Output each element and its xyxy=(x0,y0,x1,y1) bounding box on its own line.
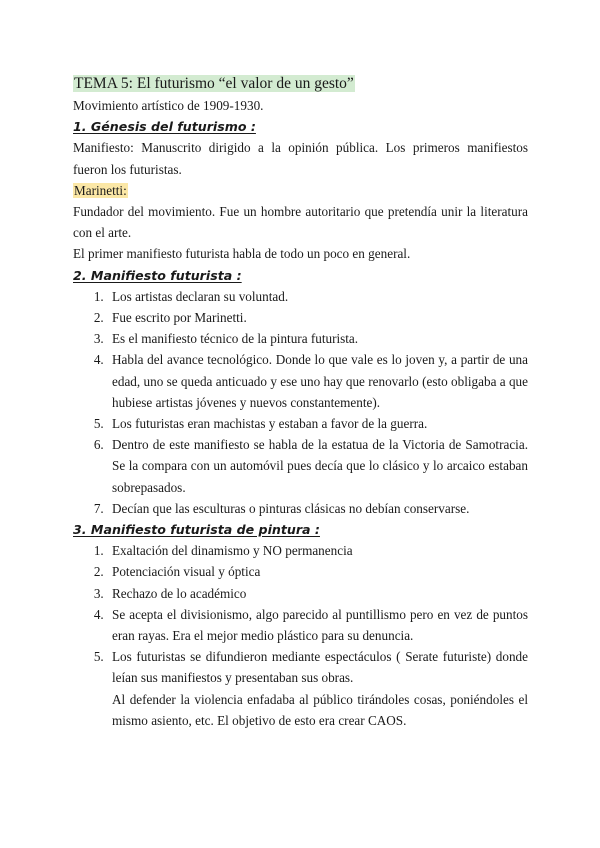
list-item: 3. Rechazo de lo académico xyxy=(107,583,528,604)
list-item: 4. Habla del avance tecnológico. Donde lo que vale es lo joven y, a partir de una edad, uno se queda anticuado y ese uno hay que renovarlo (esto obligaba a que hubiese artistas jóvenes y nuevos constantemente). xyxy=(107,349,528,413)
list-item xyxy=(107,646,528,731)
list-item: 3. Es el manifiesto técnico de la pintura futurista. xyxy=(107,328,528,349)
paragraph-manifiesto: Manifiesto: Manuscrito dirigido a la opinión pública. Los primeros manifiestos fueron los futuristas. xyxy=(73,140,528,177)
title-text: TEMA 5: El futurismo “el valor de un gesto” xyxy=(74,75,354,92)
list-item: 4. Se acepta el divisionismo, algo parecido al puntillismo pero en vez de puntos eran rayas. Era el mejor medio plástico para su denuncia. xyxy=(107,604,528,646)
marinetti-label xyxy=(73,180,528,201)
list-item: 2. Potenciación visual y óptica xyxy=(107,561,528,582)
list-item: 5. Los futuristas eran machistas y estaban a favor de la guerra. xyxy=(107,413,528,434)
paragraph-fundador: Fundador del movimiento. Fue un hombre autoritario que pretendía unir la literatura con el arte. xyxy=(73,204,528,241)
list-item: 2. Fue escrito por Marinetti. xyxy=(107,307,528,328)
list-manifiesto xyxy=(73,286,528,519)
list-item-extra: Al defender la violencia enfadaba al público tirándoles cosas, poniéndoles el mismo asiento, etc. El objetivo de esto era crear CAOS. xyxy=(112,691,528,728)
list-item: 1. Los artistas declaran su voluntad. xyxy=(107,286,528,307)
list-item: 6. Dentro de este manifiesto se habla de la estatua de la Victoria de Samotracia. Se la compara con un automóvil pues decía que lo clásico y lo arcaico estaban sobrepasados. xyxy=(107,434,528,498)
section-heading-pintura: 3. Manifiesto futurista de pintura : xyxy=(73,522,320,538)
section-heading-manifiesto: 2. Manifiesto futurista : xyxy=(73,267,242,283)
paragraph-primer-manifiesto: El primer manifiesto futurista habla de todo un poco en general. xyxy=(73,246,411,262)
section-heading-genesis: 1. Génesis del futurismo : xyxy=(73,119,256,135)
subtitle: Movimiento artístico de 1909-1930. xyxy=(73,98,264,113)
list-pintura xyxy=(73,540,528,731)
page-title xyxy=(73,72,528,95)
list-item: 7. Decían que las esculturas o pinturas clásicas no debían conservarse. xyxy=(107,498,528,519)
list-item-text: Los futuristas se difundieron mediante espectáculos ( Serate futuriste) donde leían sus manifiestos y presentaban sus obras. xyxy=(112,649,528,686)
list-item: 1. Exaltación del dinamismo y NO permanencia xyxy=(107,540,528,561)
marinetti-highlight: Marinetti: xyxy=(74,182,127,198)
